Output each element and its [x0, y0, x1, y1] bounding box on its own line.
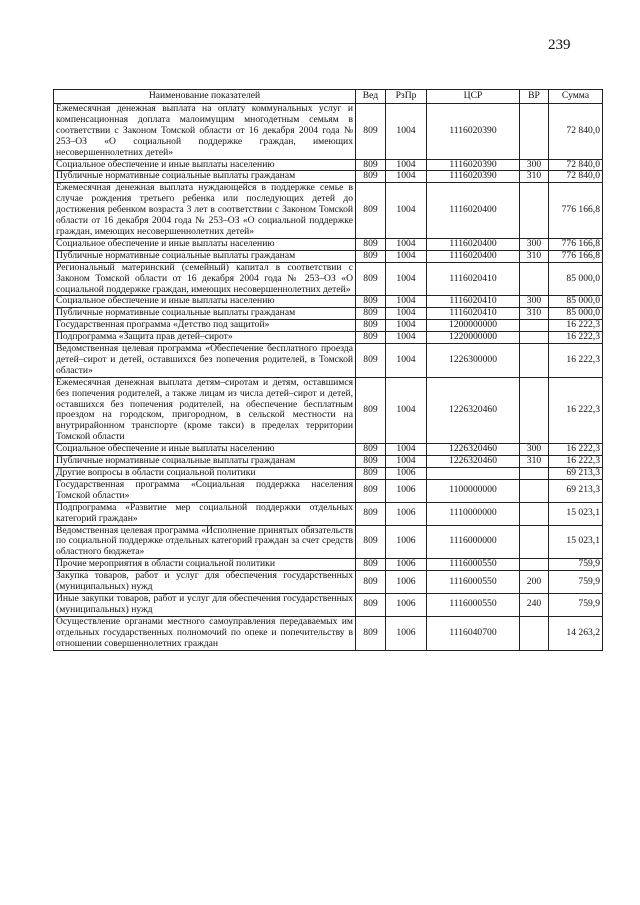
table-row [54, 502, 603, 525]
cell-name: Иные закупки товаров, работ и услуг для обеспечения государственных (муниципальных) нужд [54, 593, 356, 616]
cell-csr: 1116000000 [427, 525, 520, 559]
table-row [54, 444, 603, 456]
cell-vr [520, 616, 549, 650]
cell-sum: 72 840,0 [549, 159, 603, 171]
cell-csr: 1116020410 [427, 296, 520, 308]
cell-sum: 759,9 [549, 593, 603, 616]
cell-name: Закупка товаров, работ и услуг для обеспечения государственных (муниципальных) нужд [54, 571, 356, 594]
cell-csr: 1116020390 [427, 104, 520, 160]
table-row [54, 344, 603, 378]
cell-ved: 809 [356, 183, 386, 239]
table-row [54, 479, 603, 502]
cell-rzpr: 1004 [386, 308, 427, 320]
table-row [54, 377, 603, 443]
table-header-row [54, 90, 603, 104]
budget-table [53, 89, 603, 651]
cell-sum: 776 166,8 [549, 250, 603, 262]
table-body [54, 104, 603, 651]
cell-ved: 809 [356, 250, 386, 262]
cell-sum: 16 222,3 [549, 320, 603, 332]
cell-name: Ежемесячная денежная выплата на оплату коммунальных услуг и компенсационная доплата малоимущим многодетным семьям в соответствии с Законом Томской области от 16 декабря 2004 года № 253–ОЗ «О социальной поддержке граждан, имеющих несовершеннолетних детей» [54, 104, 356, 160]
cell-vr [520, 525, 549, 559]
cell-vr [520, 104, 549, 160]
cell-vr: 300 [520, 444, 549, 456]
cell-ved: 809 [356, 444, 386, 456]
cell-ved: 809 [356, 320, 386, 332]
cell-vr [520, 320, 549, 332]
cell-vr: 310 [520, 250, 549, 262]
cell-ved: 809 [356, 616, 386, 650]
cell-ved: 809 [356, 502, 386, 525]
cell-ved: 809 [356, 377, 386, 443]
cell-name: Ведомственная целевая программа «Исполнение принятых обязательств по социальной поддержке отдельных категорий граждан за счет средств областного бюджета» [54, 525, 356, 559]
cell-rzpr: 1006 [386, 525, 427, 559]
table-row [54, 159, 603, 171]
cell-rzpr: 1006 [386, 479, 427, 502]
cell-csr: 1116000550 [427, 559, 520, 571]
cell-name: Публичные нормативные социальные выплаты гражданам [54, 250, 356, 262]
cell-rzpr: 1004 [386, 238, 427, 250]
cell-sum: 16 222,3 [549, 456, 603, 468]
header-ved: Вед [356, 90, 386, 104]
cell-vr: 300 [520, 296, 549, 308]
cell-rzpr: 1004 [386, 104, 427, 160]
cell-csr: 1200000000 [427, 320, 520, 332]
cell-sum: 69 213,3 [549, 479, 603, 502]
cell-vr [520, 559, 549, 571]
table-row [54, 332, 603, 344]
cell-ved: 809 [356, 479, 386, 502]
cell-csr: 1226320460 [427, 377, 520, 443]
cell-ved: 809 [356, 456, 386, 468]
table-row [54, 593, 603, 616]
cell-csr: 1226300000 [427, 344, 520, 378]
cell-ved: 809 [356, 593, 386, 616]
cell-rzpr: 1006 [386, 559, 427, 571]
cell-ved: 809 [356, 332, 386, 344]
cell-name: Региональный материнский (семейный) капитал в соответствии с Законом Томской области от 16 декабря 2004 года № 253–ОЗ «О социальной поддержке граждан, имеющих несовершеннолетних детей» [54, 262, 356, 296]
cell-ved: 809 [356, 344, 386, 378]
cell-sum: 776 166,8 [549, 238, 603, 250]
cell-rzpr: 1004 [386, 444, 427, 456]
cell-rzpr: 1004 [386, 250, 427, 262]
cell-name: Публичные нормативные социальные выплаты гражданам [54, 171, 356, 183]
cell-csr: 1110000000 [427, 502, 520, 525]
cell-rzpr: 1006 [386, 616, 427, 650]
cell-rzpr: 1004 [386, 296, 427, 308]
cell-name: Прочие мероприятия в области социальной политики [54, 559, 356, 571]
cell-csr: 1116020390 [427, 171, 520, 183]
cell-vr: 200 [520, 571, 549, 594]
cell-csr: 1226320460 [427, 456, 520, 468]
table-row [54, 238, 603, 250]
cell-sum: 16 222,3 [549, 332, 603, 344]
table-row [54, 104, 603, 160]
cell-rzpr: 1004 [386, 344, 427, 378]
header-sum: Сумма [549, 90, 603, 104]
cell-name: Государственная программа «Социальная поддержка населения Томской области» [54, 479, 356, 502]
cell-rzpr: 1006 [386, 571, 427, 594]
table-row [54, 525, 603, 559]
cell-vr [520, 332, 549, 344]
cell-sum: 14 263,2 [549, 616, 603, 650]
cell-sum: 85 000,0 [549, 308, 603, 320]
cell-rzpr: 1004 [386, 456, 427, 468]
cell-sum: 16 222,3 [549, 344, 603, 378]
cell-vr: 310 [520, 308, 549, 320]
cell-vr [520, 377, 549, 443]
table-row [54, 616, 603, 650]
cell-csr: 1116020400 [427, 238, 520, 250]
cell-csr: 1116040700 [427, 616, 520, 650]
cell-name: Социальное обеспечение и иные выплаты населению [54, 238, 356, 250]
cell-sum: 69 213,3 [549, 468, 603, 480]
cell-vr [520, 183, 549, 239]
cell-vr [520, 344, 549, 378]
cell-rzpr: 1006 [386, 502, 427, 525]
cell-name: Осуществление органами местного самоуправления передаваемых им отдельных государственных полномочий по опеке и попечительству в отношении совершеннолетних граждан [54, 616, 356, 650]
cell-ved: 809 [356, 262, 386, 296]
header-rzpr: РзПр [386, 90, 427, 104]
cell-vr: 300 [520, 159, 549, 171]
cell-vr [520, 502, 549, 525]
cell-name: Публичные нормативные социальные выплаты гражданам [54, 308, 356, 320]
cell-name: Ведомственная целевая программа «Обеспечение бесплатного проезда детей–сирот и детей, оставшихся без попечения родителей, в Томской области» [54, 344, 356, 378]
cell-rzpr: 1006 [386, 593, 427, 616]
table-row [54, 262, 603, 296]
cell-vr: 310 [520, 456, 549, 468]
cell-name: Ежемесячная денежная выплата нуждающейся в поддержке семье в случае рождения третьего ребенка или последующих детей до достижения ребенком возраста 3 лет в соответствии с Законом Томской области от 16 декабря 2004 года № 253–ОЗ «О социальной поддержке граждан, имеющих несовершеннолетних детей» [54, 183, 356, 239]
cell-ved: 809 [356, 571, 386, 594]
cell-csr [427, 468, 520, 480]
cell-name: Социальное обеспечение и иные выплаты населению [54, 159, 356, 171]
header-name: Наименование показателей [54, 90, 356, 104]
cell-name: Подпрограмма «Развитие мер социальной поддержки отдельных категорий граждан» [54, 502, 356, 525]
table-row [54, 320, 603, 332]
cell-sum: 16 222,3 [549, 377, 603, 443]
cell-ved: 809 [356, 171, 386, 183]
cell-ved: 809 [356, 559, 386, 571]
cell-csr: 1100000000 [427, 479, 520, 502]
cell-name: Социальное обеспечение и иные выплаты населению [54, 296, 356, 308]
cell-sum: 759,9 [549, 571, 603, 594]
cell-rzpr: 1004 [386, 159, 427, 171]
header-vr: ВР [520, 90, 549, 104]
table-row [54, 171, 603, 183]
cell-name: Ежемесячная денежная выплата детям–сиротам и детям, оставшимся без попечения родителей, а также лицам из числа детей–сирот и детей, оставшихся без попечения родителей, на обеспечение бесплатным проездом на городском, пригородном, в сельской местности на внутрирайонном транспорте (кроме такси) в пределах территории Томской области [54, 377, 356, 443]
cell-vr [520, 468, 549, 480]
cell-name: Другие вопросы в области социальной политики [54, 468, 356, 480]
cell-ved: 809 [356, 468, 386, 480]
cell-rzpr: 1004 [386, 332, 427, 344]
cell-csr: 1220000000 [427, 332, 520, 344]
cell-rzpr: 1004 [386, 183, 427, 239]
cell-sum: 776 166,8 [549, 183, 603, 239]
page-number: 239 [548, 37, 571, 53]
table-row [54, 571, 603, 594]
cell-rzpr: 1004 [386, 262, 427, 296]
cell-name: Подпрограмма «Защита прав детей–сирот» [54, 332, 356, 344]
cell-sum: 16 222,3 [549, 444, 603, 456]
table-row [54, 559, 603, 571]
cell-rzpr: 1004 [386, 171, 427, 183]
cell-rzpr: 1004 [386, 320, 427, 332]
cell-rzpr: 1004 [386, 377, 427, 443]
cell-ved: 809 [356, 104, 386, 160]
cell-vr [520, 262, 549, 296]
cell-csr: 1116000550 [427, 593, 520, 616]
cell-csr: 1116020410 [427, 308, 520, 320]
cell-sum: 759,9 [549, 559, 603, 571]
cell-csr: 1116020390 [427, 159, 520, 171]
table-row [54, 468, 603, 480]
cell-ved: 809 [356, 525, 386, 559]
cell-rzpr: 1006 [386, 468, 427, 480]
header-csr: ЦСР [427, 90, 520, 104]
cell-sum: 85 000,0 [549, 262, 603, 296]
cell-vr [520, 479, 549, 502]
cell-vr: 300 [520, 238, 549, 250]
cell-sum: 15 023,1 [549, 502, 603, 525]
cell-csr: 1226320460 [427, 444, 520, 456]
cell-ved: 809 [356, 296, 386, 308]
table-row [54, 296, 603, 308]
cell-name: Социальное обеспечение и иные выплаты населению [54, 444, 356, 456]
cell-csr: 1116000550 [427, 571, 520, 594]
table-row [54, 250, 603, 262]
cell-sum: 15 023,1 [549, 525, 603, 559]
cell-name: Государственная программа «Детство под защитой» [54, 320, 356, 332]
cell-sum: 72 840,0 [549, 171, 603, 183]
table-row [54, 308, 603, 320]
cell-ved: 809 [356, 238, 386, 250]
cell-csr: 1116020410 [427, 262, 520, 296]
table-row [54, 183, 603, 239]
cell-ved: 809 [356, 308, 386, 320]
table-row [54, 456, 603, 468]
cell-vr: 240 [520, 593, 549, 616]
cell-ved: 809 [356, 159, 386, 171]
cell-csr: 1116020400 [427, 183, 520, 239]
cell-csr: 1116020400 [427, 250, 520, 262]
cell-sum: 72 840,0 [549, 104, 603, 160]
cell-sum: 85 000,0 [549, 296, 603, 308]
cell-name: Публичные нормативные социальные выплаты гражданам [54, 456, 356, 468]
cell-vr: 310 [520, 171, 549, 183]
